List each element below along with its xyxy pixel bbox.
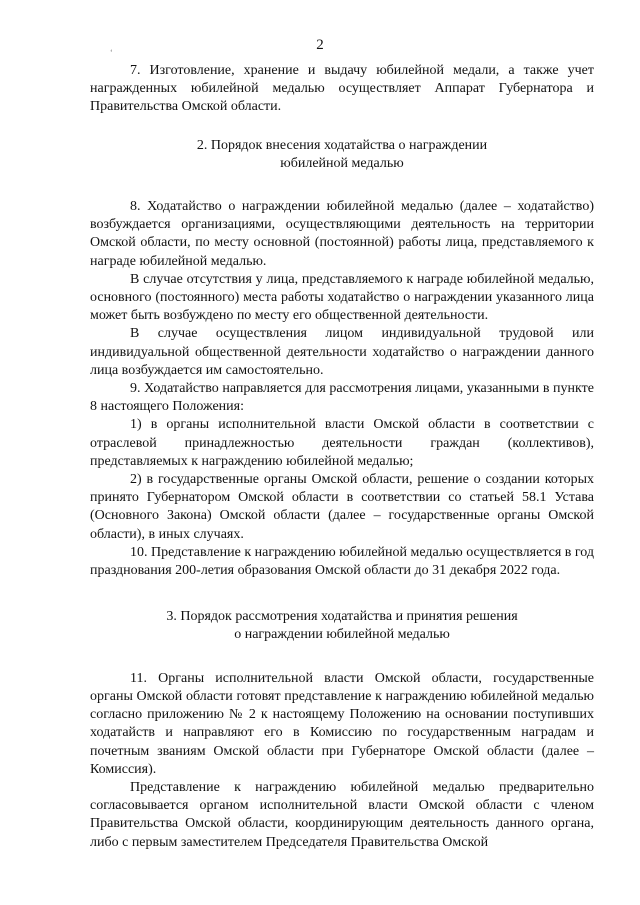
paragraph-9: 9. Ходатайство направляется для рассмотрения лицами, указанными в пункте 8 настоящего Положения: — [90, 381, 594, 415]
page-number: 2 — [316, 37, 324, 53]
section-2-title-line-2: юбилейной медалью — [280, 155, 404, 171]
section-2-title-line-1: 2. Порядок внесения ходатайства о награждении — [196, 137, 488, 153]
paragraph-11: 11. Органы исполнительной власти Омской области, государственные органы Омской области готовят представление к награждению юбилейной медалью согласно приложению № 2 к настоящему Положению на основании поступивших ходатайств и направляют его в Комиссию по государственным наградам и почетным званиям Омской области при Губернаторе Омской области (далее – Комиссия). — [90, 670, 594, 777]
section-3-title-line-2: о награждении юбилейной медалью — [234, 627, 450, 643]
paragraph-8: 8. Ходатайство о награждении юбилейной медалью (далее – ходатайство) возбуждается организациями, осуществляющими деятельность на территории Омской области, по месту основной (постоянной) работы лица, представляемого к награде юбилейной медалью. — [90, 199, 594, 269]
scan-mark: ʻ — [110, 48, 113, 57]
paragraph-10: 10. Представление к награждению юбилейной медалью осуществляется в год празднования 200-летия образования Омской области до 31 декабря 2022 года. — [90, 544, 594, 579]
paragraph-9-item-2: 2) в государственные органы Омской области, решение о создании которых принято Губернатором Омской области в соответствии со статьей 58.1 Устава (Основного Закона) Омской области (далее – государственные органы Омской области), в иных случаях. — [90, 472, 594, 542]
document-body — [90, 62, 594, 852]
section-3-title-line-1: 3. Порядок рассмотрения ходатайства и принятия решения — [166, 609, 518, 625]
paragraph-8-individual: В случае осуществления лицом индивидуальной трудовой или индивидуальной общественной деятельности ходатайство о награждении данного лица возбуждается им самостоятельно. — [90, 326, 594, 378]
paragraph-9-item-1: 1) в органы исполнительной власти Омской области в соответствии с отраслевой принадлежностью деятельности граждан (коллективов), представляемых к награждению юбилейной медалью; — [90, 417, 594, 469]
paragraph-8-absence: В случае отсутствия у лица, представляемого к награде юбилейной медалью, основного (постоянного) места работы ходатайство о награждении указанного лица может быть возбуждено по месту его общественной деятельности. — [90, 271, 594, 324]
paragraph-11-coordination: Представление к награждению юбилейной медалью предварительно согласовывается органом исполнительной власти Омской области с членом Правительства Омской области, координирующим деятельность данного органа, либо с первым заместителем Председателя Правительства Омской — [90, 779, 594, 850]
paragraph-7: 7. Изготовление, хранение и выдачу юбилейной медали, а также учет награжденных юбилейной медалью осуществляет Аппарат Губернатора и Правительства Омской области. — [90, 63, 594, 115]
